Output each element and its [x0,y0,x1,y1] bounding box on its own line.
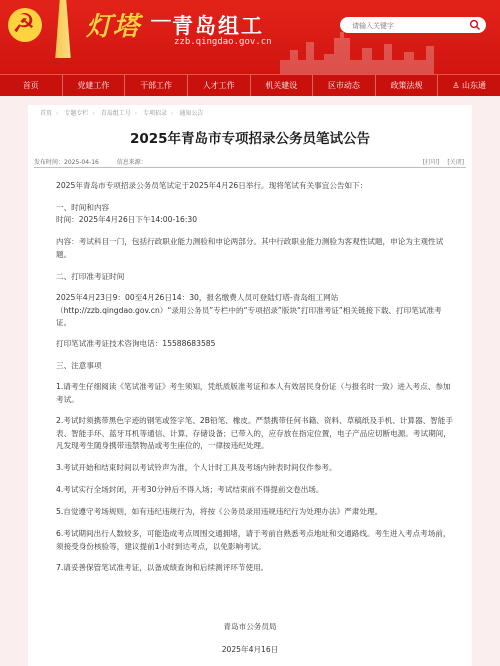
nav-cadre-work[interactable]: 干部工作 [125,75,188,97]
brand-separator: — [150,8,172,33]
article-container [28,105,472,666]
nav-talent-work[interactable]: 人才工作 [188,75,251,97]
search-box [340,17,486,33]
note-7: 7.请妥善保管笔试准考证，以备成绩查询和后续测评环节使用。 [56,563,269,572]
nav-home[interactable]: 首页 [0,75,63,97]
site-title[interactable]: 青岛组工 [172,14,264,38]
para-print-ticket: 2025年4月23日9：00至4月26日14：30，报名缴费人员可登陆灯塔-青岛组工网站（http://zzb.qingdao.gov.cn）“录用公务员”专栏中的“专项招录”版块“打印准考证”相关链接下载、打印笔试准考证。 [56,293,442,327]
nav-district-news[interactable]: 区市动态 [313,75,376,97]
article-tools [417,157,464,166]
search-icon[interactable] [469,19,481,31]
para-content: 内容：考试科目一门，包括行政职业能力测验和申论两部分。其中行政职业能力测验为客观性试题，申论为主观性试题。 [56,237,444,259]
info-source: 信息来源： [116,159,147,166]
heading-time-content: 一、时间和内容 [56,203,110,212]
city-skyline-icon [280,30,440,74]
note-3: 3.考试开始和结束时间以考试铃声为准，个人计时工具及考场内钟表时间仅作参考。 [56,463,337,472]
print-button[interactable]: [打印] [422,159,440,166]
nav-party-building[interactable]: 党建工作 [63,75,126,97]
signature-org: 青岛市公务员局 [223,622,277,631]
brand-logo-text: 灯塔 [86,12,141,42]
signature-date: 2025年4月16日 [221,645,279,654]
note-1: 1.请考生仔细阅读《笔试准考证》考生须知，凭纸质版准考证和本人有效居民身份证（与报名时一致）进入考点、参加考试。 [56,382,451,404]
nav-policy[interactable]: 政策法规 [376,75,439,97]
breadcrumb: 首页 › 专题专栏 › 青岛组工号 › 专项招录 › 通知公告 [40,110,204,117]
header-banner [0,0,500,74]
article-title: 2025年青岛市专项招录公务员笔试公告 [129,131,371,147]
para-intro: 2025年青岛市专项招录公务员笔试定于2025年4月26日举行。现将笔试有关事宜公告如下： [56,181,368,190]
party-emblem-icon [8,8,42,42]
search-input[interactable] [350,18,464,34]
site-url: zzb.qingdao.gov.cn [174,37,272,47]
note-6: 6.考试期间出行人数较多，可能造成考点周围交通拥堵，请于考前自熟悉考点地址和交通路线。考生进入考点考场前，须接受身份核验等，建议提前1小时到达考点，以免影响考试。 [56,529,451,551]
para-time: 时间：2025年4月26日下午14:00-16:30 [56,215,198,224]
para-hotline: 打印笔试准考证技术咨询电话：15588683585 [56,339,216,348]
note-5: 5.自觉遵守考场规则，如有违纪违规行为，将按《公务员录用违规违纪行为处理办法》严肃处理。 [56,507,383,516]
breadcrumb-column[interactable]: 青岛组工号 [100,110,131,117]
note-2: 2.考试时须携带黑色字迹的钢笔或签字笔、2B铅笔、橡皮。严禁携带任何书籍、资料、草稿纸及手机、计算器、智能手表、智能手环、蓝牙耳机等通信、计算、存储设备；已带入的，应存放在指定位置，电子产品应切断电源。考试期间，凡发现考生随身携带违禁物品或考生座位的，一律按违纪处理。 [56,416,453,450]
article-meta [34,157,163,166]
main-nav [0,74,500,97]
heading-print-ticket: 二、打印准考证时间 [56,272,125,281]
breadcrumb-home[interactable]: 首页 [40,110,53,117]
nav-shandongtong[interactable]: ♙ 山东通 [438,75,500,97]
lighthouse-icon [52,0,74,58]
heading-notes: 三、注意事项 [56,361,102,370]
breadcrumb-special[interactable]: 专题专栏 [64,110,89,117]
breadcrumb-notice[interactable]: 通知公告 [179,110,204,117]
title-divider [34,167,466,168]
note-4: 4.考试实行全场封闭，开考30分钟后不得入场；考试结束前不得提前交卷出场。 [56,485,324,494]
publish-date: 发布时间：2025-04-16 [34,159,99,166]
breadcrumb-recruit[interactable]: 专项招录 [143,110,168,117]
close-button[interactable]: [关闭] [447,159,464,166]
nav-organ-building[interactable]: 机关建设 [251,75,314,97]
